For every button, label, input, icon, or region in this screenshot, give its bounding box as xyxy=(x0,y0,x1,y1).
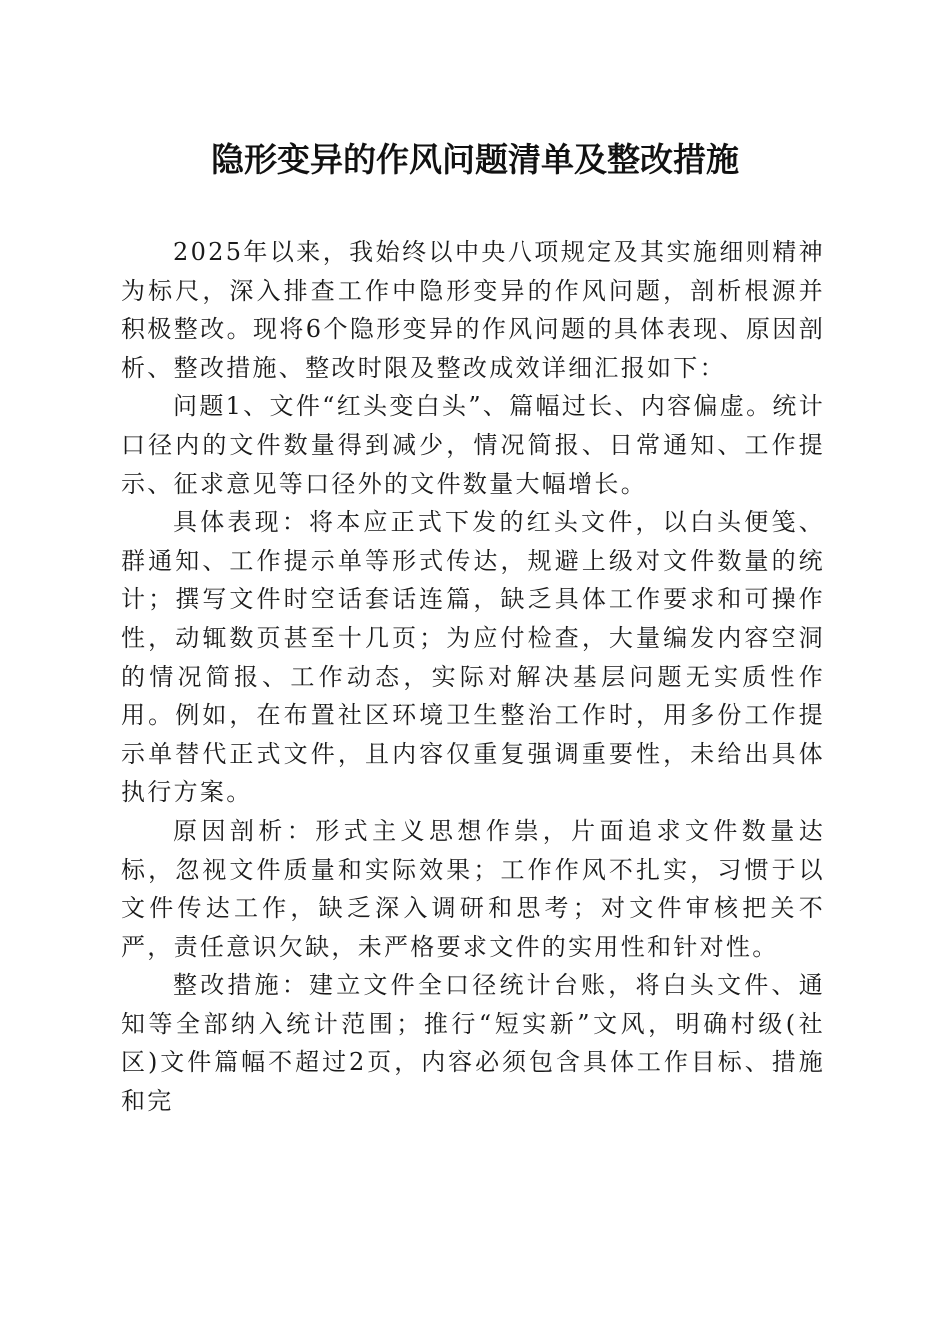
paragraph-problem-1: 问题1、文件“红头变白头”、篇幅过长、内容偏虚。统计口径内的文件数量得到减少，情况简报、日常通知、工作提示、征求意见等口径外的文件数量大幅增长。 xyxy=(121,392,825,498)
document-body xyxy=(121,233,825,1121)
paragraph-specific-manifestation: 具体表现：将本应正式下发的红头文件，以白头便笺、群通知、工作提示单等形式传达，规避上级对文件数量的统计；撰写文件时空话套话连篇，缺乏具体工作要求和可操作性，动辄数页甚至十几页；为应付检查，大量编发内容空洞的情况简报、工作动态，实际对解决基层问题无实质性作用。例如，在布置社区环境卫生整治工作时，用多份工作提示单替代正式文件，且内容仅重复强调重要性，未给出具体执行方案。 xyxy=(121,508,825,807)
paragraph-rectification-measures: 整改措施：建立文件全口径统计台账，将白头文件、通知等全部纳入统计范围；推行“短实新”文风，明确村级(社区)文件篇幅不超过2页，内容必须包含具体工作目标、措施和完 xyxy=(121,971,825,1116)
paragraph-intro: 2025年以来，我始终以中央八项规定及其实施细则精神为标尺，深入排查工作中隐形变异的作风问题，剖析根源并积极整改。现将6个隐形变异的作风问题的具体表现、原因剖析、整改措施、整改时限及整改成效详细汇报如下： xyxy=(121,238,825,382)
paragraph-cause-analysis: 原因剖析：形式主义思想作祟，片面追求文件数量达标，忽视文件质量和实际效果；工作作风不扎实，习惯于以文件传达工作，缺乏深入调研和思考；对文件审核把关不严，责任意识欠缺，未严格要求文件的实用性和针对性。 xyxy=(121,816,825,961)
document-title: 隐形变异的作风问题清单及整改措施 xyxy=(211,140,739,179)
